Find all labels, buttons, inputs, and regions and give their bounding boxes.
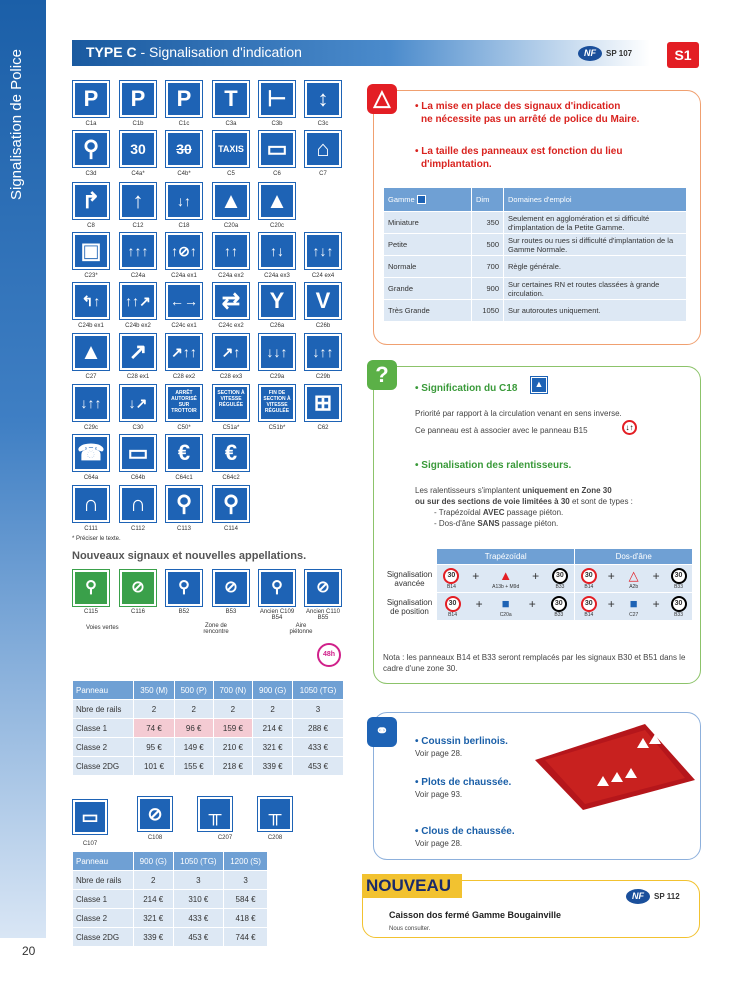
sign-code-label: B14 xyxy=(584,584,594,590)
row-avancee-label: Signalisation avancée xyxy=(383,565,437,593)
gamme-row xyxy=(384,278,687,300)
gamme-cell: 350 xyxy=(472,212,504,234)
warning-line1b: ne nécessite pas un arrêté de police du Maire. xyxy=(421,114,640,125)
sign-c3a-icon: T xyxy=(213,81,249,117)
gamme-cell: Sur routes ou rues si difficulté d'implantation de la Gamme Normale. xyxy=(504,234,687,256)
gamme-row xyxy=(384,234,687,256)
new-sign-icon: ⚲ xyxy=(166,570,202,606)
new-sign-label: Ancien C109 B54 xyxy=(259,609,295,621)
sign-code-label: A13b + M9d xyxy=(492,584,520,590)
avancee-trapezoidal xyxy=(437,565,575,593)
sign-c26b-icon: V xyxy=(305,283,341,319)
sign-c20c-icon: ▲ xyxy=(259,183,295,219)
sign-label: C6 xyxy=(273,171,281,177)
sign-c24a-ex1-icon: ↑⊘↑ xyxy=(166,233,202,269)
table-cell: 149 € xyxy=(174,738,213,757)
table-cell: Classe 1 xyxy=(73,719,134,738)
sign-code-label: A2b xyxy=(629,584,639,590)
sign-label: C29a xyxy=(269,374,285,380)
sign-code-label: C27 xyxy=(629,612,639,618)
table-cell: Nbre de rails xyxy=(73,700,134,719)
table-row xyxy=(73,719,344,738)
sidebar xyxy=(0,0,46,938)
table-cell: 3 xyxy=(224,871,268,890)
sign-label: C28 ex3 xyxy=(219,374,243,380)
sign-label: C51a* xyxy=(222,425,240,431)
plus-icon: + xyxy=(607,597,615,611)
new-sign-icon: ⊘ xyxy=(305,570,341,606)
position-trapezoidal xyxy=(437,593,575,621)
speed-cushion-image xyxy=(525,720,697,812)
table-header: 700 (N) xyxy=(213,681,252,700)
table-cell: 321 € xyxy=(133,909,173,928)
sign-c20a-icon: ▲ xyxy=(213,183,249,219)
table-cell: 321 € xyxy=(253,738,293,757)
sign-c7-icon: ⌂ xyxy=(305,131,341,167)
sign-label: C3a xyxy=(225,121,237,127)
table-header: 1200 (S) xyxy=(224,852,268,871)
table-cell: 744 € xyxy=(224,928,268,947)
new-signs-title: Nouveaux signaux et nouvelles appellations. xyxy=(72,550,307,562)
group-zone-rencontre: Zone de rencontre xyxy=(203,623,229,635)
table-cell: 288 € xyxy=(293,719,344,738)
48h-badge-icon: 48h xyxy=(317,643,341,667)
plus-icon: + xyxy=(532,569,540,583)
b14-sign-icon: 30 xyxy=(581,596,597,612)
sign-c18-icon: ↓↑ xyxy=(166,183,202,219)
c18-text1: Priorité par rapport à la circulation venant en sens inverse. xyxy=(415,409,622,418)
link-page[interactable]: Voir page 28. xyxy=(415,749,463,758)
table-cell: 453 € xyxy=(173,928,224,947)
ralentisseurs-text2: ou sur des sections de voie limitées à 30 et sont de types : xyxy=(415,497,633,506)
sign-c3d-icon: ⚲ xyxy=(73,131,109,167)
sign-label: C26b xyxy=(315,323,331,329)
price-table-1 xyxy=(72,680,344,776)
gamme-cell: Très Grande xyxy=(384,300,472,322)
large-sign-label: C107 xyxy=(82,841,98,847)
sign-label: C30 xyxy=(132,425,144,431)
table-cell: Classe 2 xyxy=(73,738,134,757)
sign-c64b-icon: ▭ xyxy=(120,435,156,471)
b33-sign-icon: 30 xyxy=(671,596,687,612)
sign-label: C4b* xyxy=(177,171,191,177)
sign-label: C51b* xyxy=(268,425,286,431)
gamme-cell: 500 xyxy=(472,234,504,256)
row-position-label: Signalisation de position xyxy=(383,593,437,621)
sign-label: C24a ex2 xyxy=(218,273,244,279)
sign-c28-ex1-icon: ↗ xyxy=(120,334,156,370)
sign-c28-ex3-icon: ↗↑ xyxy=(213,334,249,370)
sign-c113-icon: ⚲ xyxy=(166,486,202,522)
sign-label: C1a xyxy=(85,121,97,127)
sign-c24-ex4-icon: ↑↓↑ xyxy=(305,233,341,269)
large-sign-icon: ⊘ xyxy=(138,797,172,831)
table-cell: 3 xyxy=(293,700,344,719)
table-cell: 155 € xyxy=(174,757,213,776)
sign-c30-icon: ↓↗ xyxy=(120,385,156,421)
table-cell: 418 € xyxy=(224,909,268,928)
sign-c51b--icon: FIN DE SECTION À VITESSE RÉGULÉE xyxy=(259,385,295,421)
sign-label: C24a xyxy=(130,273,146,279)
sign-c24c-ex2-icon: ⇄ xyxy=(213,283,249,319)
table-cell: 339 € xyxy=(133,928,173,947)
table-cell: 96 € xyxy=(174,719,213,738)
sign-code-label: C20a xyxy=(499,612,512,618)
ralentisseurs-text1: Les ralentisseurs s'implantent uniquement en Zone 30 xyxy=(415,486,612,495)
sign-c8-icon: ↱ xyxy=(73,183,109,219)
sign-label: C3b xyxy=(271,121,283,127)
gamme-cell: 900 xyxy=(472,278,504,300)
speed-bump-sign-icon: ■ xyxy=(501,596,510,611)
large-sign-icon: ▭ xyxy=(73,800,107,834)
group-voies-vertes: Voies vertes xyxy=(86,625,119,631)
question-mark-icon: ? xyxy=(367,360,397,390)
sign-label: C24a ex1 xyxy=(171,273,197,279)
ralentisseurs-heading: • Signalisation des ralentisseurs. xyxy=(415,460,572,471)
footnote: * Préciser le texte. xyxy=(72,536,121,542)
table-cell: 210 € xyxy=(213,738,252,757)
ralentisseurs-table: Trapézoïdal Dos-d'âne Signalisation avancée 30 B14 + ▲ A13b + M9d + 30 B33 30 B14 + △ A2b + 30 B33 Signalisation de position 30 B14 + ■ C20a + 30 B33 30 B14 + ■ C27 + 30 B33 xyxy=(382,548,693,621)
sign-label: C64c2 xyxy=(222,475,240,481)
sign-label: C20a xyxy=(223,223,239,229)
sign-label: C24c ex1 xyxy=(171,323,197,329)
sign-c3b-icon: ⊢ xyxy=(259,81,295,117)
sign-label: C26a xyxy=(269,323,285,329)
plus-icon: + xyxy=(652,597,660,611)
speed-bump-sign-icon: ■ xyxy=(629,596,638,611)
sign-code-label: B14 xyxy=(584,612,594,618)
link-title[interactable]: • Coussin berlinois. xyxy=(415,736,508,747)
sign-label: C24b ex1 xyxy=(78,323,104,329)
ralentisseurs-text4: - Dos-d'âne SANS passage piéton. xyxy=(434,519,559,528)
b15-sign-icon: ↓↑ xyxy=(622,420,637,435)
sign-label: C3d xyxy=(85,171,97,177)
new-sign-label: B52 xyxy=(178,609,190,615)
c18-heading: • Signification du C18 xyxy=(415,383,518,394)
gamme-row xyxy=(384,256,687,278)
table-header: Panneau xyxy=(73,852,134,871)
plus-icon: + xyxy=(607,569,615,583)
sign-c111-icon: ∩ xyxy=(73,486,109,522)
new-sign-label: C115 xyxy=(84,609,98,615)
sign-c114-icon: ⚲ xyxy=(213,486,249,522)
table-cell: Classe 1 xyxy=(73,890,134,909)
header-bar xyxy=(72,40,650,66)
sign-c24a-ex3-icon: ↑↓ xyxy=(259,233,295,269)
table-row xyxy=(73,738,344,757)
sign-c1a-icon: P xyxy=(73,81,109,117)
sign-code-label: B33 xyxy=(554,612,564,618)
sign-label: C64b xyxy=(130,475,146,481)
link-title[interactable]: • Clous de chaussée. xyxy=(415,826,515,837)
warning-line2a: • La taille des panneaux est fonction du lieu xyxy=(415,146,623,157)
price-table-2 xyxy=(72,851,268,947)
b33-sign-icon: 30 xyxy=(552,568,568,584)
table-cell: 310 € xyxy=(173,890,224,909)
plus-icon: + xyxy=(528,597,536,611)
gamme-cell: 700 xyxy=(472,256,504,278)
sign-c64a-icon: ☎ xyxy=(73,435,109,471)
sidebar-title: Signalisation de Police xyxy=(8,49,25,200)
warning-triangle-icon: △ xyxy=(367,84,397,114)
large-sign-label: C207 xyxy=(217,835,233,841)
sign-c29a-icon: ↓↓↑ xyxy=(259,334,295,370)
sign-c5-icon: TAXIS xyxy=(213,131,249,167)
new-sign-icon: ⊘ xyxy=(213,570,249,606)
sign-label: C64a xyxy=(83,475,99,481)
plus-icon: + xyxy=(472,569,480,583)
b14-sign-icon: 30 xyxy=(445,596,461,612)
link-page[interactable]: Voir page 93. xyxy=(415,790,463,799)
sign-label: C111 xyxy=(84,526,98,532)
large-sign-icon: ╥ xyxy=(198,797,232,831)
table-row xyxy=(73,890,268,909)
table-header: 1050 (TG) xyxy=(293,681,344,700)
gamme-cell: Miniature xyxy=(384,212,472,234)
table-row xyxy=(73,757,344,776)
sign-c24a-ex2-icon: ↑↑ xyxy=(213,233,249,269)
sign-label: C24c ex2 xyxy=(218,323,244,329)
table-cell: Classe 2 xyxy=(73,909,134,928)
nf-logo-icon-2: NF xyxy=(626,889,650,904)
large-sign-label: C208 xyxy=(267,835,283,841)
gamme-cell: Sur certaines RN et routes classées à grande circulation. xyxy=(504,278,687,300)
plus-icon: + xyxy=(652,569,660,583)
sign-c51a--icon: SECTION À VITESSE RÉGULÉE xyxy=(213,385,249,421)
table-cell: Classe 2DG xyxy=(73,757,134,776)
sign-label: C1c xyxy=(178,121,190,127)
warning-line1a: • La mise en place des signaux d'indication xyxy=(415,101,621,112)
sign-c1b-icon: P xyxy=(120,81,156,117)
sign-c24c-ex1-icon: ←→ xyxy=(166,283,202,319)
table-header: Panneau xyxy=(73,681,134,700)
table-cell: Nbre de rails xyxy=(73,871,134,890)
sign-c26a-icon: Y xyxy=(259,283,295,319)
sign-label: C29c xyxy=(83,425,98,431)
group-aire-pietonne: Aire piétonne xyxy=(289,623,313,635)
table-header: 1050 (TG) xyxy=(173,852,224,871)
sign-c28-ex2-icon: ↗↑↑ xyxy=(166,334,202,370)
table-header: 350 (M) xyxy=(134,681,174,700)
sign-c1c-icon: P xyxy=(166,81,202,117)
sign-c12-icon: ↑ xyxy=(120,183,156,219)
table-cell: 95 € xyxy=(134,738,174,757)
link-chain-icon: ⚭ xyxy=(367,717,397,747)
table-header: 500 (P) xyxy=(174,681,213,700)
sign-c3c-icon: ↕ xyxy=(305,81,341,117)
sign-code-label: B33 xyxy=(674,584,683,590)
table-cell: 74 € xyxy=(134,719,174,738)
sign-label: C20c xyxy=(269,223,284,229)
table-cell: 453 € xyxy=(293,757,344,776)
table-cell: 584 € xyxy=(224,890,268,909)
table-cell: 2 xyxy=(133,871,173,890)
table-cell: 2 xyxy=(253,700,293,719)
table-cell: 2 xyxy=(213,700,252,719)
nf-logo-icon: NF xyxy=(578,46,602,61)
sign-label: C64c1 xyxy=(175,475,193,481)
c18-text2: Ce panneau est à associer avec le panneau B15 xyxy=(415,426,588,435)
sign-label: C112 xyxy=(131,526,145,532)
sign-label: C62 xyxy=(317,425,329,431)
sign-label: C24 ex4 xyxy=(311,273,335,279)
section-badge: S1 xyxy=(667,42,699,68)
sign-code-label: B14 xyxy=(448,612,457,618)
page-title: TYPE C - Signalisation d'indication xyxy=(86,44,302,60)
sign-c112-icon: ∩ xyxy=(120,486,156,522)
sign-c24b-ex1-icon: ↰↑ xyxy=(73,283,109,319)
warning-line2b: d'implantation. xyxy=(421,159,492,170)
table-row xyxy=(73,700,344,719)
sign-c24b-ex2-icon: ↑↑↗ xyxy=(120,283,156,319)
table-header: 900 (G) xyxy=(253,681,293,700)
gamme-cell: Normale xyxy=(384,256,472,278)
sign-code-label: B33 xyxy=(555,584,565,590)
sign-label: C27 xyxy=(85,374,97,380)
gamme-cell: Règle générale. xyxy=(504,256,687,278)
sign-label: C28 ex2 xyxy=(172,374,196,380)
new-sign-icon: ⚲ xyxy=(259,570,295,606)
table-header: 900 (G) xyxy=(133,852,173,871)
table-cell: 339 € xyxy=(253,757,293,776)
gamme-table: Gamme Dim Domaines d'emploi Miniature 350 Seulement en agglomération et si difficulté d'implantation de la Petite Gamme. Petite 500 Sur routes ou rues si difficulté d'implantation de la Gamme Normale. Normale 700 Règle générale. Grande 900 Sur certaines RN et routes classées à grande circulation. Très Grande 1050 Sur autoroutes uniquement. xyxy=(383,187,687,322)
new-sign-icon: ⚲ xyxy=(73,570,109,606)
large-sign-label: C108 xyxy=(147,835,163,841)
sign-label: C1b xyxy=(132,121,144,127)
sign-label: C24b ex2 xyxy=(125,323,151,329)
sign-label: C12 xyxy=(132,223,144,229)
table-cell: 101 € xyxy=(134,757,174,776)
gamme-square-icon xyxy=(417,195,426,204)
sign-label: C50* xyxy=(177,425,191,431)
caisson-sub: Nous consulter. xyxy=(389,926,431,932)
table-row xyxy=(73,871,268,890)
gamme-cell: Petite xyxy=(384,234,472,256)
c18-small-sign-icon: ▲ xyxy=(531,377,547,393)
avancee-dos-dane xyxy=(575,565,693,593)
b14-sign-icon: 30 xyxy=(443,568,459,584)
sign-label: C5 xyxy=(227,171,235,177)
b14-sign-icon: 30 xyxy=(581,568,597,584)
sign-c6-icon: ▭ xyxy=(259,131,295,167)
table-cell: Classe 2DG xyxy=(73,928,134,947)
table-cell: 2 xyxy=(134,700,174,719)
table-cell: 214 € xyxy=(133,890,173,909)
sign-c50--icon: ARRÊT AUTORISÉ SUR TROTTOIR xyxy=(166,385,202,421)
position-dos-dane xyxy=(575,593,693,621)
gamme-row xyxy=(384,212,687,234)
plus-icon: + xyxy=(475,597,483,611)
sign-label: C23* xyxy=(84,273,98,279)
sign-c27-icon: ▲ xyxy=(73,334,109,370)
large-sign-icon: ╥ xyxy=(258,797,292,831)
table-cell: 433 € xyxy=(293,738,344,757)
sign-code-label: B33 xyxy=(674,612,683,618)
link-title[interactable]: • Plots de chaussée. xyxy=(415,777,512,788)
sign-c64c1-icon: € xyxy=(166,435,202,471)
table-cell: 433 € xyxy=(173,909,224,928)
sign-label: C113 xyxy=(177,526,191,532)
sign-c24a-icon: ↑↑↑ xyxy=(120,233,156,269)
caisson-title: Caisson dos fermé Gamme Bougainville xyxy=(389,910,562,920)
sign-label: C28 ex1 xyxy=(126,374,150,380)
speed-bump-sign-icon: ▲ xyxy=(499,568,513,583)
sign-c29b-icon: ↓↑↑ xyxy=(305,334,341,370)
sign-c62-icon: ⊞ xyxy=(305,385,341,421)
gamme-row xyxy=(384,300,687,322)
b33-sign-icon: 30 xyxy=(551,596,567,612)
sign-c4a--icon: 30 xyxy=(120,131,156,167)
table-row xyxy=(73,928,268,947)
nota-text: Nota : les panneaux B14 et B33 seront remplacés par les signaux B30 et B51 dans le cadre d'une zone 30. xyxy=(383,653,686,673)
sign-label: C7 xyxy=(319,171,327,177)
speed-bump-sign-icon: △ xyxy=(628,568,639,583)
new-sign-icon: ⊘ xyxy=(120,570,156,606)
sign-c4b--icon: 30 xyxy=(166,131,202,167)
sign-label: C18 xyxy=(178,223,190,229)
new-sign-label: C116 xyxy=(131,609,145,615)
sign-c64c2-icon: € xyxy=(213,435,249,471)
sp-code: SP 107 xyxy=(606,49,633,58)
table-cell: 218 € xyxy=(213,757,252,776)
b33-sign-icon: 30 xyxy=(671,568,687,584)
gamme-cell: Grande xyxy=(384,278,472,300)
sign-label: C114 xyxy=(224,526,238,532)
sp112-code: SP 112 xyxy=(654,892,680,901)
sign-code-label: B14 xyxy=(446,584,456,590)
new-sign-label: Ancien C110 B55 xyxy=(306,609,340,621)
sign-label: C29b xyxy=(315,374,331,380)
new-sign-label: B53 xyxy=(225,609,237,615)
sign-label: C8 xyxy=(87,223,95,229)
gamme-cell: 1050 xyxy=(472,300,504,322)
sign-c29c-icon: ↓↑↑ xyxy=(73,385,109,421)
table-row xyxy=(73,909,268,928)
table-cell: 214 € xyxy=(253,719,293,738)
sign-label: C24a ex3 xyxy=(264,273,290,279)
page-number: 20 xyxy=(22,944,36,958)
sign-c23--icon: ▣ xyxy=(73,233,109,269)
nouveau-tag: NOUVEAU xyxy=(362,874,462,898)
table-cell: 159 € xyxy=(213,719,252,738)
gamme-cell: Seulement en agglomération et si difficulté d'implantation de la Petite Gamme. xyxy=(504,212,687,234)
sign-label: C4a* xyxy=(131,171,145,177)
table-cell: 2 xyxy=(174,700,213,719)
gamme-cell: Sur autoroutes uniquement. xyxy=(504,300,687,322)
sign-label: C3c xyxy=(317,121,329,127)
ralentisseurs-text3: - Trapézoïdal AVEC passage piéton. xyxy=(434,508,564,517)
link-page[interactable]: Voir page 28. xyxy=(415,839,463,848)
table-cell: 3 xyxy=(173,871,224,890)
